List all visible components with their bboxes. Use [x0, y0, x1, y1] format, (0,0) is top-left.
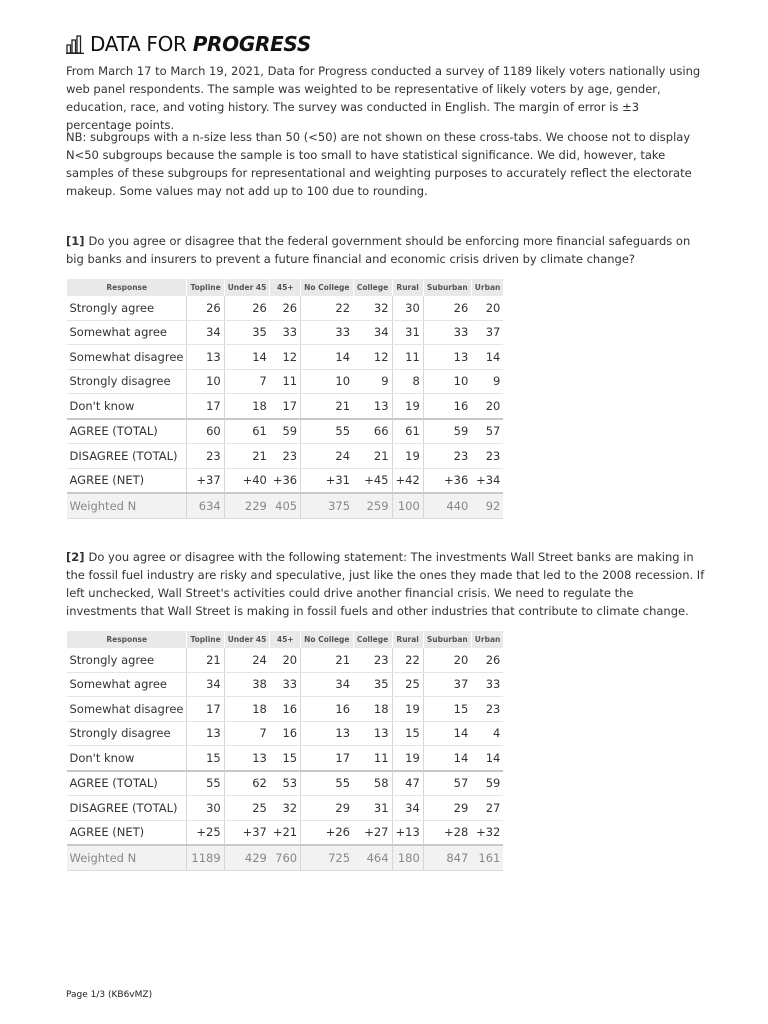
cell-value: 61	[392, 419, 423, 444]
cell-value: 21	[224, 444, 270, 469]
cell-value: 26	[471, 648, 503, 672]
cell-value: 34	[353, 320, 392, 345]
row-label: AGREE (NET)	[67, 820, 187, 845]
cell-value: 25	[392, 672, 423, 697]
row-label: Strongly disagree	[67, 721, 187, 746]
cell-value: 66	[353, 419, 392, 444]
column-header: Topline	[187, 279, 224, 296]
cell-value: 32	[270, 796, 301, 821]
question-text: Do you agree or disagree that the federal government should be enforcing more financial safeguards on big banks and insurers to prevent a future financial and economic crisis driven by climate change?	[66, 234, 691, 266]
cell-value: 14	[301, 345, 353, 370]
cell-value: +27	[353, 820, 392, 845]
row-label: Somewhat disagree	[67, 345, 187, 370]
cell-value: 634	[187, 493, 224, 518]
cell-value: 33	[270, 320, 301, 345]
table-row	[67, 394, 504, 419]
question-number: [2]	[66, 550, 85, 564]
cell-value: +25	[187, 820, 224, 845]
cell-value: 725	[301, 845, 353, 870]
cell-value: 27	[471, 796, 503, 821]
cell-value: 55	[301, 419, 353, 444]
cell-value: 7	[224, 369, 270, 394]
column-header: Under 45	[224, 631, 270, 648]
cell-value: 34	[392, 796, 423, 821]
cell-value: 25	[224, 796, 270, 821]
cell-value: 259	[353, 493, 392, 518]
table-row	[67, 697, 504, 722]
cell-value: +40	[224, 468, 270, 493]
row-label: AGREE (TOTAL)	[67, 419, 187, 444]
cell-value: 375	[301, 493, 353, 518]
cell-value: 180	[392, 845, 423, 870]
cell-value: 13	[187, 721, 224, 746]
column-header: 45+	[270, 631, 301, 648]
row-label: Somewhat agree	[67, 320, 187, 345]
table-row	[67, 796, 504, 821]
column-header: No College	[301, 279, 353, 296]
cell-value: 20	[423, 648, 471, 672]
column-header: 45+	[270, 279, 301, 296]
cell-value: 30	[392, 296, 423, 320]
cell-value: 26	[270, 296, 301, 320]
column-header: Rural	[392, 279, 423, 296]
cell-value: 23	[423, 444, 471, 469]
cell-value: +37	[224, 820, 270, 845]
row-label: Somewhat agree	[67, 672, 187, 697]
cell-value: 18	[224, 394, 270, 419]
question-2	[66, 548, 706, 620]
row-label: Don't know	[67, 746, 187, 771]
cell-value: 10	[423, 369, 471, 394]
table-row	[67, 444, 504, 469]
cell-value: +42	[392, 468, 423, 493]
cell-value: 23	[471, 444, 503, 469]
cell-value: 17	[187, 394, 224, 419]
cell-value: 16	[301, 697, 353, 722]
row-label: AGREE (NET)	[67, 468, 187, 493]
cell-value: 31	[392, 320, 423, 345]
row-label: Strongly agree	[67, 648, 187, 672]
cell-value: 35	[353, 672, 392, 697]
column-header: Response	[67, 279, 187, 296]
cell-value: 7	[224, 721, 270, 746]
cell-value: 15	[392, 721, 423, 746]
cell-value: 13	[353, 394, 392, 419]
cell-value: 23	[270, 444, 301, 469]
logo	[66, 31, 311, 57]
table-row	[67, 746, 504, 771]
column-header: Urban	[471, 631, 503, 648]
cell-value: +32	[471, 820, 503, 845]
column-header: Response	[67, 631, 187, 648]
methodology-note: NB: subgroups with a n-size less than 50 (<50) are not shown on these cross-tabs. We choose not to display N<50 subgroups because the sample is too small to have statistical significance. We did, however, take samples of these subgroups for representational and weighting purposes to accurately reflect the electorate makeup. Some values may not add up to 100 due to rounding.	[66, 130, 692, 198]
cell-value: 19	[392, 697, 423, 722]
cell-value: 16	[423, 394, 471, 419]
table-row	[67, 672, 504, 697]
cell-value: 59	[471, 771, 503, 796]
crosstab-table-1	[66, 279, 503, 519]
row-label: DISAGREE (TOTAL)	[67, 444, 187, 469]
cell-value: +37	[187, 468, 224, 493]
table-header-row	[67, 279, 504, 296]
logo-text	[90, 31, 311, 57]
cell-value: 61	[224, 419, 270, 444]
cell-value: 37	[423, 672, 471, 697]
cell-value: 4	[471, 721, 503, 746]
cell-value: 55	[301, 771, 353, 796]
cell-value: 13	[224, 746, 270, 771]
row-label: Strongly agree	[67, 296, 187, 320]
cell-value: 16	[270, 697, 301, 722]
cell-value: 16	[270, 721, 301, 746]
row-label: Somewhat disagree	[67, 697, 187, 722]
intro-paragraph: From March 17 to March 19, 2021, Data for Progress conducted a survey of 1189 likely voters nationally using web panel respondents. The sample was weighted to be representative of likely voters by age, gender, education, race, and voting history. The survey was conducted in English. The margin of error is ±3 percentage points.	[66, 64, 701, 132]
cell-value: 17	[270, 394, 301, 419]
cell-value: 13	[187, 345, 224, 370]
table-row	[67, 320, 504, 345]
cell-value: 464	[353, 845, 392, 870]
cell-value: 229	[224, 493, 270, 518]
table-row	[67, 771, 504, 796]
cell-value: 13	[353, 721, 392, 746]
cell-value: 32	[353, 296, 392, 320]
cell-value: 55	[187, 771, 224, 796]
cell-value: 20	[270, 648, 301, 672]
cell-value: 26	[423, 296, 471, 320]
cell-value: 33	[301, 320, 353, 345]
question-text: Do you agree or disagree with the following statement: The investments Wall Street banks are making in the fossil fuel industry are risky and speculative, just like the ones they made that led to the 2008 recession. If left unchecked, Wall Street's activities could drive another financial crisis. We need to regulate the investments that Wall Street is making in fossil fuels and other industries that contribute to climate change.	[66, 550, 705, 618]
cell-value: 15	[423, 697, 471, 722]
cell-value: 59	[270, 419, 301, 444]
cell-value: 21	[301, 648, 353, 672]
table-row	[67, 419, 504, 444]
row-label: Strongly disagree	[67, 369, 187, 394]
cell-value: 13	[301, 721, 353, 746]
cell-value: 100	[392, 493, 423, 518]
column-header: Suburban	[423, 631, 471, 648]
row-label: Weighted N	[67, 493, 187, 518]
cell-value: 14	[471, 746, 503, 771]
cell-value: 8	[392, 369, 423, 394]
logo-light: DATA FOR	[90, 32, 193, 56]
row-label: Weighted N	[67, 845, 187, 870]
cell-value: 11	[392, 345, 423, 370]
cell-value: 10	[301, 369, 353, 394]
cell-value: 12	[270, 345, 301, 370]
cell-value: 23	[353, 648, 392, 672]
cell-value: 11	[353, 746, 392, 771]
question-number: [1]	[66, 234, 85, 248]
cell-value: 12	[353, 345, 392, 370]
column-header: Urban	[471, 279, 503, 296]
table-row	[67, 369, 504, 394]
cell-value: 13	[423, 345, 471, 370]
cell-value: 58	[353, 771, 392, 796]
crosstab-table-2	[66, 631, 503, 871]
cell-value: 57	[471, 419, 503, 444]
cell-value: 53	[270, 771, 301, 796]
cell-value: +36	[270, 468, 301, 493]
cell-value: 19	[392, 444, 423, 469]
cell-value: 34	[301, 672, 353, 697]
cell-value: 11	[270, 369, 301, 394]
column-header: College	[353, 631, 392, 648]
row-label: AGREE (TOTAL)	[67, 771, 187, 796]
table-row	[67, 493, 504, 518]
cell-value: 47	[392, 771, 423, 796]
table-row	[67, 345, 504, 370]
cell-value: 19	[392, 394, 423, 419]
cell-value: 19	[392, 746, 423, 771]
cell-value: 18	[353, 697, 392, 722]
table-row	[67, 296, 504, 320]
cell-value: +34	[471, 468, 503, 493]
cell-value: +26	[301, 820, 353, 845]
row-label: DISAGREE (TOTAL)	[67, 796, 187, 821]
column-header: No College	[301, 631, 353, 648]
cell-value: 10	[187, 369, 224, 394]
column-header: College	[353, 279, 392, 296]
cell-value: 33	[423, 320, 471, 345]
cell-value: 38	[224, 672, 270, 697]
cell-value: 29	[423, 796, 471, 821]
cell-value: 20	[471, 296, 503, 320]
cell-value: 24	[301, 444, 353, 469]
cell-value: 9	[471, 369, 503, 394]
column-header: Under 45	[224, 279, 270, 296]
cell-value: 14	[224, 345, 270, 370]
cell-value: +36	[423, 468, 471, 493]
table-row	[67, 648, 504, 672]
cell-value: 29	[301, 796, 353, 821]
cell-value: 847	[423, 845, 471, 870]
column-header: Suburban	[423, 279, 471, 296]
column-header: Topline	[187, 631, 224, 648]
cell-value: 22	[301, 296, 353, 320]
cell-value: +21	[270, 820, 301, 845]
cell-value: 92	[471, 493, 503, 518]
cell-value: 429	[224, 845, 270, 870]
cell-value: +13	[392, 820, 423, 845]
cell-value: 26	[224, 296, 270, 320]
cell-value: 15	[187, 746, 224, 771]
cell-value: 760	[270, 845, 301, 870]
cell-value: +28	[423, 820, 471, 845]
cell-value: 21	[301, 394, 353, 419]
cell-value: +31	[301, 468, 353, 493]
cell-value: 21	[187, 648, 224, 672]
cell-value: 24	[224, 648, 270, 672]
cell-value: 9	[353, 369, 392, 394]
cell-value: 17	[187, 697, 224, 722]
cell-value: 23	[471, 697, 503, 722]
cell-value: 440	[423, 493, 471, 518]
cell-value: 30	[187, 796, 224, 821]
cell-value: 34	[187, 672, 224, 697]
cell-value: 62	[224, 771, 270, 796]
cell-value: 57	[423, 771, 471, 796]
row-label: Don't know	[67, 394, 187, 419]
cell-value: 59	[423, 419, 471, 444]
cell-value: 405	[270, 493, 301, 518]
cell-value: 33	[471, 672, 503, 697]
table-row	[67, 468, 504, 493]
cell-value: 33	[270, 672, 301, 697]
cell-value: 14	[471, 345, 503, 370]
table-row	[67, 721, 504, 746]
table-header-row	[67, 631, 504, 648]
cell-value: 31	[353, 796, 392, 821]
logo-bold: PROGRESS	[192, 32, 311, 56]
cell-value: 34	[187, 320, 224, 345]
cell-value: 14	[423, 721, 471, 746]
table-row	[67, 845, 504, 870]
cell-value: +45	[353, 468, 392, 493]
cell-value: 17	[301, 746, 353, 771]
cell-value: 21	[353, 444, 392, 469]
question-1	[66, 232, 706, 268]
cell-value: 60	[187, 419, 224, 444]
cell-value: 14	[423, 746, 471, 771]
cell-value: 15	[270, 746, 301, 771]
cell-value: 37	[471, 320, 503, 345]
cell-value: 1189	[187, 845, 224, 870]
bar-chart-icon	[66, 34, 86, 54]
cell-value: 20	[471, 394, 503, 419]
page-footer: Page 1/3 (KB6vMZ)	[66, 990, 153, 1000]
cell-value: 22	[392, 648, 423, 672]
cell-value: 23	[187, 444, 224, 469]
table-row	[67, 820, 504, 845]
cell-value: 26	[187, 296, 224, 320]
column-header: Rural	[392, 631, 423, 648]
cell-value: 161	[471, 845, 503, 870]
cell-value: 35	[224, 320, 270, 345]
cell-value: 18	[224, 697, 270, 722]
